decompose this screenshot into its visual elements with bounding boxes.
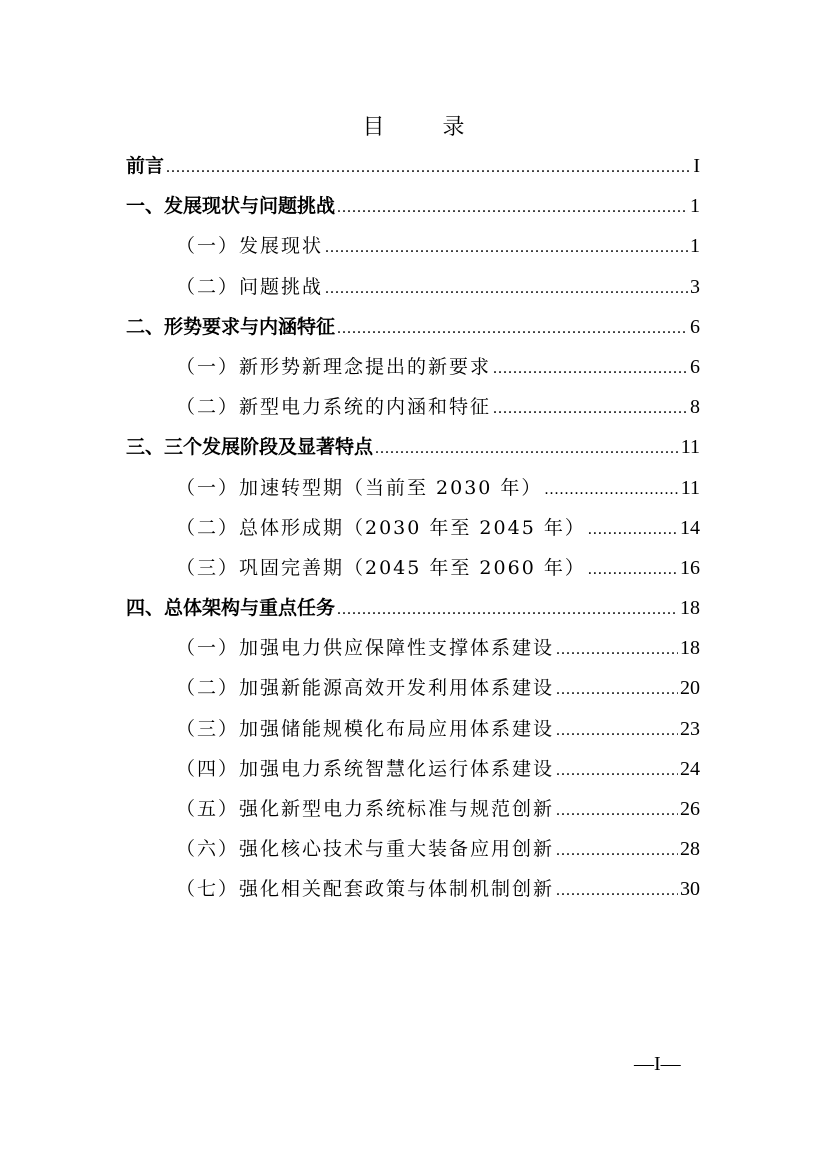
toc-page-number: 6 [690, 315, 700, 338]
dot-leader [588, 550, 678, 590]
toc-entry[interactable] [126, 307, 700, 347]
toc-entry-label: 二、形势要求与内涵特征 [126, 315, 336, 338]
toc-page-number: 18 [680, 637, 700, 660]
dot-leader [556, 630, 678, 670]
dot-leader [588, 510, 678, 550]
toc-subentry[interactable] [126, 749, 700, 789]
toc-page-number: 24 [680, 757, 700, 780]
toc-subentry[interactable] [126, 387, 700, 427]
toc-subentry[interactable] [126, 508, 700, 548]
toc-entry-label: （一）新形势新理念提出的新要求 [176, 355, 492, 378]
toc-page-number: 3 [690, 275, 700, 298]
toc-entry-label: （七）强化相关配套政策与体制机制创新 [176, 878, 555, 901]
toc-page-number: 11 [680, 436, 700, 459]
toc-entry-label: （一）加强电力供应保障性支撑体系建设 [176, 637, 555, 660]
dot-leader [337, 590, 678, 630]
dot-leader [556, 831, 678, 871]
toc-entry-label: （三）巩固完善期（2045 年至 2060 年） [176, 556, 586, 579]
toc-page-number: 6 [690, 355, 700, 378]
toc-subentry[interactable] [126, 829, 700, 869]
toc-entry-label: （二）总体形成期（2030 年至 2045 年） [176, 516, 586, 539]
dot-leader [556, 751, 678, 791]
toc-page-number: 28 [680, 838, 700, 861]
toc-page-number: 20 [680, 677, 700, 700]
toc-subentry[interactable] [126, 548, 700, 588]
toc-page-number: 23 [680, 717, 700, 740]
toc-subentry[interactable] [126, 468, 700, 508]
toc-entry-label: （六）强化核心技术与重大装备应用创新 [176, 838, 555, 861]
dot-leader [493, 349, 688, 389]
toc-entry-label: （二）新型电力系统的内涵和特征 [176, 396, 492, 419]
toc-entry-label: 前言 [126, 155, 165, 177]
dot-leader [544, 470, 678, 510]
toc-entry-label: （二）加强新能源高效开发利用体系建设 [176, 677, 555, 700]
toc-page-number: 1 [690, 235, 700, 258]
toc-entry[interactable] [126, 186, 700, 226]
toc-entry[interactable] [126, 146, 700, 186]
toc-page-number: 11 [680, 476, 700, 499]
toc-page-number: 30 [680, 878, 700, 901]
toc-entry-label: （四）加强电力系统智慧化运行体系建设 [176, 757, 555, 780]
toc-subentry[interactable] [126, 226, 700, 266]
page-title: 目 录 [362, 115, 483, 140]
dot-leader [337, 309, 688, 349]
dot-leader [556, 670, 678, 710]
dot-leader [556, 711, 678, 751]
toc-page-number: 26 [680, 798, 700, 820]
toc-entry-label: （五）强化新型电力系统标准与规范创新 [176, 798, 555, 820]
toc-page-number: I [693, 155, 700, 177]
dot-leader [556, 791, 678, 831]
toc-page-number: 8 [690, 396, 700, 419]
toc-subentry[interactable] [126, 628, 700, 668]
toc-page-number: 14 [680, 516, 700, 539]
toc-subentry[interactable] [126, 709, 700, 749]
toc-entry-label: （一）加速转型期（当前至 2030 年） [176, 476, 543, 499]
toc-subentry[interactable] [126, 789, 700, 829]
toc-entry-label: 四、总体架构与重点任务 [126, 597, 336, 620]
toc-subentry[interactable] [126, 267, 700, 307]
toc-page-number: 18 [680, 597, 700, 620]
toc-entry-label: （一）发展现状 [176, 235, 324, 258]
toc-entry[interactable] [126, 427, 700, 467]
dot-leader [325, 228, 688, 268]
dot-leader [375, 429, 679, 469]
toc-entry-label: （二）问题挑战 [176, 275, 324, 298]
page-footer-number: —I— [634, 1053, 681, 1075]
toc-entry-label: 一、发展现状与问题挑战 [126, 195, 336, 218]
toc-page-number: 1 [690, 195, 700, 218]
toc-subentry[interactable] [126, 347, 700, 387]
table-of-contents [126, 146, 700, 910]
toc-subentry[interactable] [126, 869, 700, 909]
dot-leader [166, 148, 691, 188]
toc-entry[interactable] [126, 588, 700, 628]
dot-leader [325, 269, 688, 309]
dot-leader [556, 871, 678, 911]
toc-subentry[interactable] [126, 668, 700, 708]
toc-entry-label: 三、三个发展阶段及显著特点 [126, 436, 374, 459]
dot-leader [337, 188, 688, 228]
toc-entry-label: （三）加强储能规模化布局应用体系建设 [176, 717, 555, 740]
toc-page-number: 16 [680, 556, 700, 579]
dot-leader [493, 389, 688, 429]
